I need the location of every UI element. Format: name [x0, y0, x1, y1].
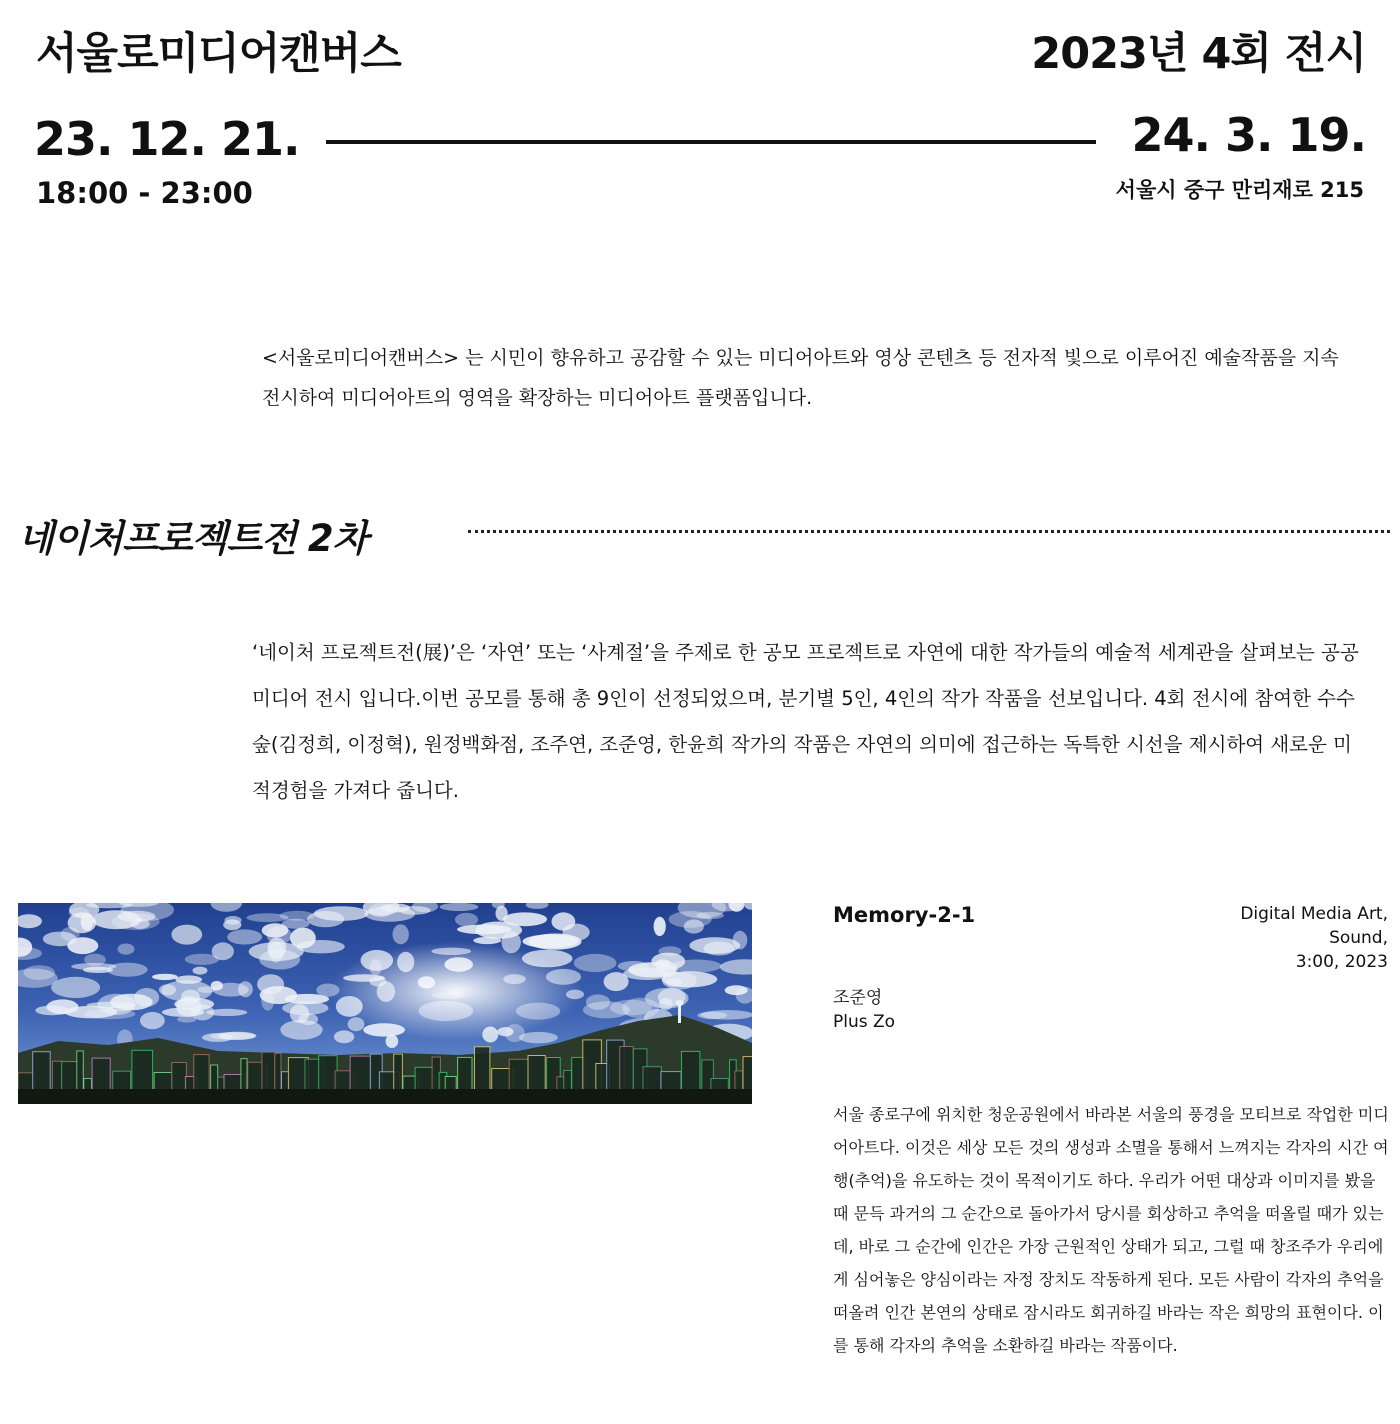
artwork-meta [1240, 902, 1388, 974]
artwork-title: Memory-2-1 [833, 903, 976, 927]
date-range-divider [326, 140, 1096, 144]
edition-title: 2023년 4회 전시 [1031, 29, 1366, 79]
intro-paragraph: <서울로미디어캔버스> 는 시민이 향유하고 공감할 수 있는 미디어아트와 영상 콘텐츠 등 전자적 빛으로 이루어진 예술작품을 지속 전시하여 미디어아트의 영역을 확장하는 미디어아트 플랫폼입니다. [262, 347, 1339, 409]
start-date: 23. 12. 21. [34, 112, 300, 166]
brand-title: 서울로미디어캔버스 [36, 29, 401, 79]
artwork-duration-year: 3:00, 2023 [1295, 952, 1388, 972]
artist-name-ko: 조준영 [833, 988, 883, 1008]
section-description: ‘네이처 프로젝트전(展)’은 ‘자연’ 또는 ‘사계절’을 주제로 한 공모 프로젝트로 자연에 대한 작가들의 예술적 세계관을 살펴보는 공공미디어 전시 입니다.이번 공모를 통해 총 9인이 선정되었으며, 분기별 5인, 4인의 작가 작품을 선보입니다. 4회 전시에 참여한 수수숲(김정희, 이정혁), 원정백화점, 조주연, 조준영, 한윤희 작가의 작품은 자연의 의미에 접근하는 독특한 시선을 제시하여 새로운 미적경험을 가져다 줍니다. [252, 641, 1359, 802]
end-date: 24. 3. 19. [1131, 108, 1366, 162]
artwork-description: 서울 종로구에 위치한 청운공원에서 바라본 서울의 풍경을 모티브로 작업한 미디어아트다. 이것은 세상 모든 것의 생성과 소멸을 통해서 느껴지는 각자의 시간 여행(추억)을 유도하는 것이 목적이기도 하다. 우리가 어떤 대상과 이미지를 봤을 때 문득 과거의 그 순간으로 돌아가서 당시를 회상하고 추억을 떠올릴 때가 있는데, 바로 그 순간에 인간은 가장 근원적인 상태가 되고, 그럴 때 창조주가 우리에게 심어놓은 양심이라는 자정 장치도 작동하게 된다. 모든 사람이 각자의 추억을 떠올려 인간 본연의 상태로 잠시라도 회귀하길 바라는 작은 희망의 표현이다. 이를 통해 각자의 추억을 소환하길 바라는 작품이다. [833, 1105, 1389, 1355]
artist-info [833, 986, 895, 1034]
artwork-sound: Sound, [1329, 928, 1388, 948]
section-dotted-divider [468, 530, 1390, 533]
venue-address: 서울시 중구 만리재로 215 [1115, 178, 1364, 202]
artwork-medium: Digital Media Art, [1240, 904, 1388, 924]
section-title: 네이처프로젝트전 2차 [18, 517, 368, 560]
exhibition-hours: 18:00 - 23:00 [36, 176, 253, 210]
artist-name-en: Plus Zo [833, 1012, 896, 1032]
artwork-image [18, 903, 752, 1104]
